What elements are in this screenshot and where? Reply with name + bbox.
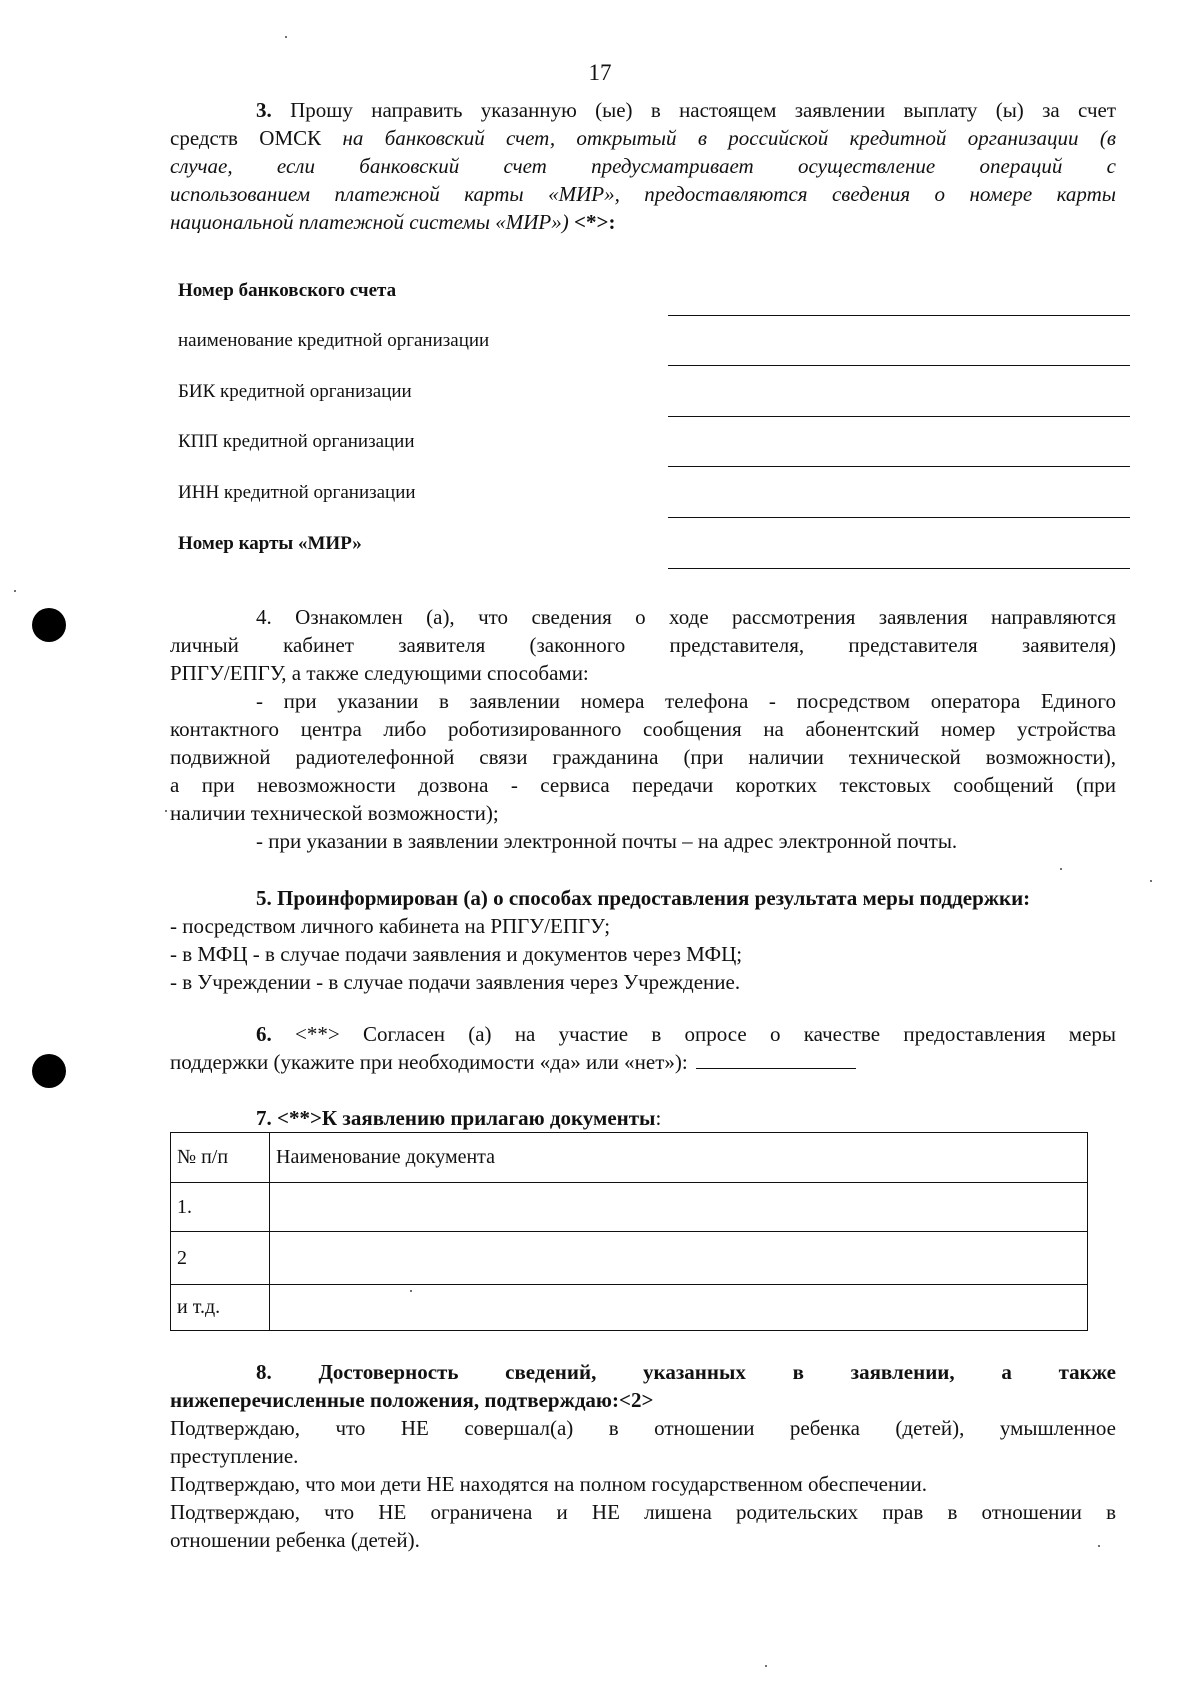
table-row xyxy=(171,1285,1088,1331)
section-8-paragraph: 8. Достоверность сведений, указанных в заявлении, а также нижеперечисленные положения, подтверждаю:<2> Подтверждаю, что НЕ совершал(а) в отношении ребенка (детей), умышленное преступление. Подтверждаю, что мои дети НЕ находятся на полном государственном обеспечении. Подтверждаю, что НЕ ограничена и НЕ лишена родительских прав в отношении в отношении ребенка (детей). xyxy=(170,1360,1117,1552)
section-5-heading: 5. Проинформирован (а) о способах предоставления результата меры поддержки: xyxy=(256,886,1031,910)
document-name-cell[interactable] xyxy=(270,1183,1088,1232)
page-number: 17 xyxy=(588,60,612,85)
kpp-label: КПП кредитной организации xyxy=(178,431,415,452)
section-7-heading: 7. <**>К заявлению прилагаю документы: xyxy=(256,1106,662,1130)
bik-label: БИК кредитной организации xyxy=(178,381,412,402)
scan-speckle xyxy=(285,36,287,38)
scan-speckle xyxy=(1060,868,1062,870)
scan-speckle xyxy=(14,590,16,592)
bik-field[interactable] xyxy=(668,416,1130,417)
mir-card-label: Номер карты «МИР» xyxy=(178,533,362,554)
punch-hole-mark xyxy=(32,608,66,642)
table-row xyxy=(171,1232,1088,1285)
list-item: - в Учреждении - в случае подачи заявления через Учреждение. xyxy=(170,970,741,994)
survey-answer-field[interactable] xyxy=(696,1050,856,1069)
table-row xyxy=(171,1183,1088,1232)
document-name-cell[interactable] xyxy=(270,1285,1088,1331)
punch-hole-mark xyxy=(32,1054,66,1088)
list-item: - в МФЦ - в случае подачи заявления и документов через МФЦ; xyxy=(170,942,743,966)
row-number: 1. xyxy=(171,1183,270,1232)
scan-speckle xyxy=(1098,1545,1100,1547)
section-5-paragraph xyxy=(170,884,1116,996)
scan-speckle xyxy=(765,1665,767,1667)
section-3-number: 3. xyxy=(256,98,272,122)
section-4-paragraph: 4. Ознакомлен (а), что сведения о ходе рассмотрения заявления направляются личный кабинет заявителя (законного представителя, представителя заявителя) РПГУ/ЕПГУ, а также следующими способами: - при указании в заявлении номера телефона - посредством оператора Единого контактного центра либо роботизированного сообщения на абонентский номер устройства подвижной радиотелефонной связи гражданина (при наличии технической возможности), а при невозможности дозвона - сервиса передачи коротких текстовых сообщений (при наличии технической возможности); - при указании в заявлении электронной почты – на адрес электронной почты. xyxy=(170,605,1116,853)
kpp-field[interactable] xyxy=(668,466,1130,467)
table-header-row xyxy=(171,1133,1088,1183)
section-3-paragraph: 3. Прошу направить указанную (ые) в настоящем заявлении выплату (ы) за счет средств ОМСК на банковский счет, открытый в российской кредитной организации (в случае, если банковский счет предусматривает осуществление операций с использованием платежной карты «МИР», предоставляются сведения о номере карты национальной платежной системы «МИР») <*>: xyxy=(170,98,1117,234)
inn-field[interactable] xyxy=(668,517,1130,518)
bank-account-field[interactable] xyxy=(668,315,1130,316)
documents-table xyxy=(170,1132,1088,1331)
row-number: 2 xyxy=(171,1232,270,1285)
bank-account-label: Номер банковского счета xyxy=(178,280,397,301)
list-item: - посредством личного кабинета на РПГУ/ЕПГУ; xyxy=(170,914,611,938)
scan-speckle xyxy=(1150,880,1152,882)
column-header-number: № п/п xyxy=(171,1133,270,1183)
bank-name-label: наименование кредитной организации xyxy=(178,330,490,351)
document-name-cell[interactable] xyxy=(270,1232,1088,1285)
row-number: и т.д. xyxy=(171,1285,270,1331)
column-header-document-name: Наименование документа xyxy=(270,1133,1088,1183)
scan-speckle xyxy=(165,810,167,812)
inn-label: ИНН кредитной организации xyxy=(178,482,416,503)
section-6-paragraph: 6. <**> Согласен (а) на участие в опросе о качестве предоставления меры поддержки (укажите при необходимости «да» или «нет»): xyxy=(170,1022,1116,1074)
mir-card-field[interactable] xyxy=(668,568,1130,569)
bank-name-field[interactable] xyxy=(668,365,1130,366)
scan-speckle xyxy=(410,1290,412,1292)
